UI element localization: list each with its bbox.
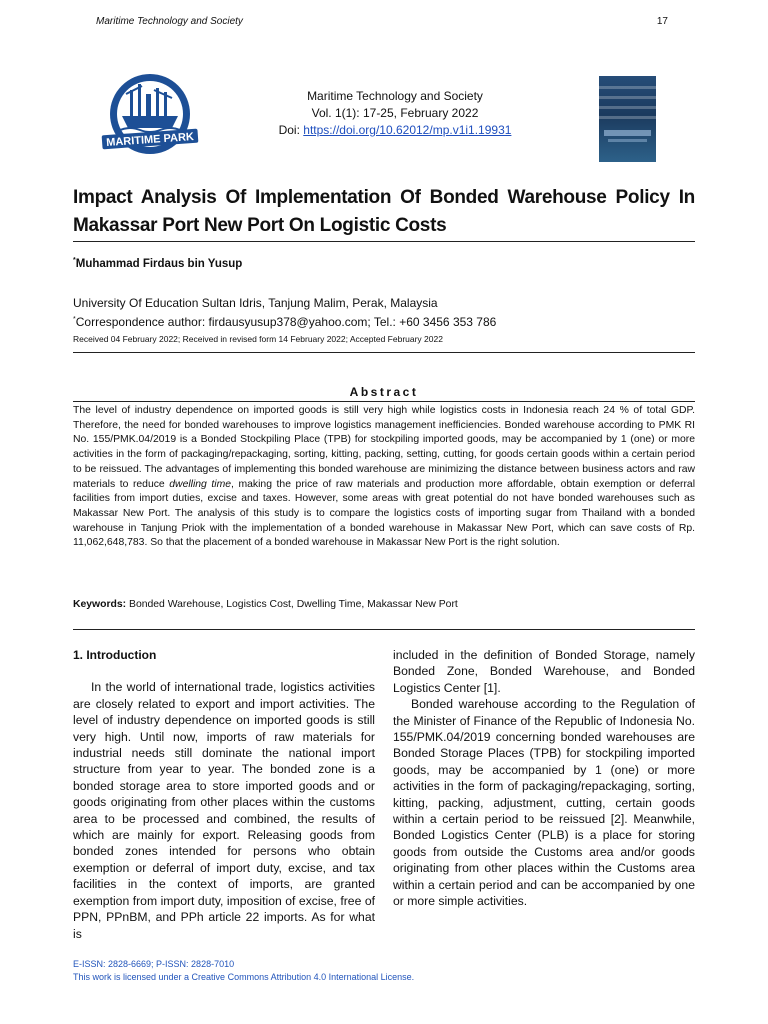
paragraph: Bonded warehouse according to the Regulation of the Minister of Finance of the Republic of Indonesia No. 155/PMK.04/2019 concerning bonded warehouses are Bonded Storage Places (TPB) for stockpiling imported goods, may be accompanied by 1 (one) or more activities in the form of packaging/repackaging, sorting, kitting, packing, adjustment, cutting, certain goods within a certain period to be reissued [2]. Meanwhile, Bonded Logistics Center (PLB) is a place for storing goods from outside the Customs area and/or goods originating from other places within the Customs area within a certain period and can be accompanied by one or more simple activities. [393,697,695,909]
journal-cover-thumbnail [599,76,656,162]
paragraph: In the world of international trade, logistics activities are closely related to export and import activities. The level of industry dependence on imported goods is still very high. Until now, imports of raw materials for industrial needs still dominate the national import structure from year to year. The bonded zone is a bonded storage area to store imported goods and or goods originating from other places within the customs area to be processed and combined, the results of which are mainly for export. Releasing goods from bonded zones intended for persons who obtain exemption or deferral of import duty, excise, and tax facilities in the context of imports, are granted exemption from import duty, imposition of excise, free of PPN, PPnBM, and PPh article 22 imports. As for what is [73,680,375,941]
issn: E-ISSN: 2828-6669; P-ISSN: 2828-7010 [73,959,235,969]
journal-volume: Vol. 1(1): 17-25, February 2022 [311,106,479,120]
logo-text: MARITIME PARK [105,130,195,150]
title-rule [73,241,695,242]
article-title: Impact Analysis Of Implementation Of Bonded Warehouse Policy In Makassar Port New Port On Logistic Costs [73,187,695,236]
keywords-rule [73,629,695,630]
doi-label: Doi: [278,123,304,137]
doi-link[interactable]: https://doi.org/10.62012/mp.v1i1.19931 [303,123,512,137]
keywords-label: Keywords: [73,599,127,610]
author-name [73,257,242,270]
paragraph: included in the definition of Bonded Storage, namely Bonded Zone, Bonded Warehouse, and Bonded Logistics Center [1]. [393,648,695,695]
author-mark: * [73,257,76,264]
journal-info [230,88,560,139]
footer [73,958,414,984]
running-title: Maritime Technology and Society [96,16,243,27]
journal-name: Maritime Technology and Society [307,89,483,103]
received-dates: Received 04 February 2022; Received in revised form 14 February 2022; Accepted February 2022 [73,334,443,344]
abstract-text: The level of industry dependence on imported goods is still very high while logistics costs in Indonesia reach 24 % of total GDP. Therefore, the need for bonded warehouses to improve logistics management inefficiencies. Bonded warehouse according to PMK RI No. 155/PMK.04/2019 is a Bonded Stockpiling Place (TPB) for stockpiling imported goods, may be accompanied by 1 (one) or more activities in the form of packaging/repackaging, sorting, kitting, packing, setting, cutting, for goods certain goods within a certain period to be reissued. The advantages of implementing this bonded warehouse are minimizing the distance between business actors and raw materials to reduce dwelling time, making the price of raw materials and production more affordable, obtain exemption or deferral facilities from import duties, excise and taxes. However, some areas with great potential do not have bonded warehouses such as Makassar New Port. The analysis of this study is to compare the logistics costs of importing sugar from Thailand with a bonded warehouse in Tanjung Priok with the implementation of a bonded warehouse in Makassar New Port, which can save costs of Rp. 11,062,648,783. So that the placement of a bonded warehouse in Makassar New Port is the right solution. [73,405,696,549]
correspondence [73,315,496,329]
author-text: Muhammad Firdaus bin Yusup [75,257,243,270]
running-header [96,16,668,30]
header-rule [73,352,695,353]
journal-doi [230,122,560,139]
keywords [73,599,458,610]
keywords-text: Bonded Warehouse, Logistics Cost, Dwelling Time, Makassar New Port [126,599,458,610]
abstract-rule [73,401,695,402]
corr-mark: * [73,316,76,323]
abstract-italic: dwelling time [169,478,232,490]
maritime-park-logo [100,70,200,160]
correspondence-text: Correspondence author: firdausyusup378@yahoo.com; Tel.: +60 3456 353 786 [75,315,497,329]
license-note: This work is licensed under a Creative Commons Attribution 4.0 International License. [73,972,415,982]
body-right-column [393,647,695,910]
abstract-heading: Abstract [349,385,419,399]
body-left-column [73,647,375,942]
affiliation: University Of Education Sultan Idris, Tanjung Malim, Perak, Malaysia [73,296,438,310]
section-heading: 1. Introduction [73,648,157,662]
page-number: 17 [656,16,668,27]
